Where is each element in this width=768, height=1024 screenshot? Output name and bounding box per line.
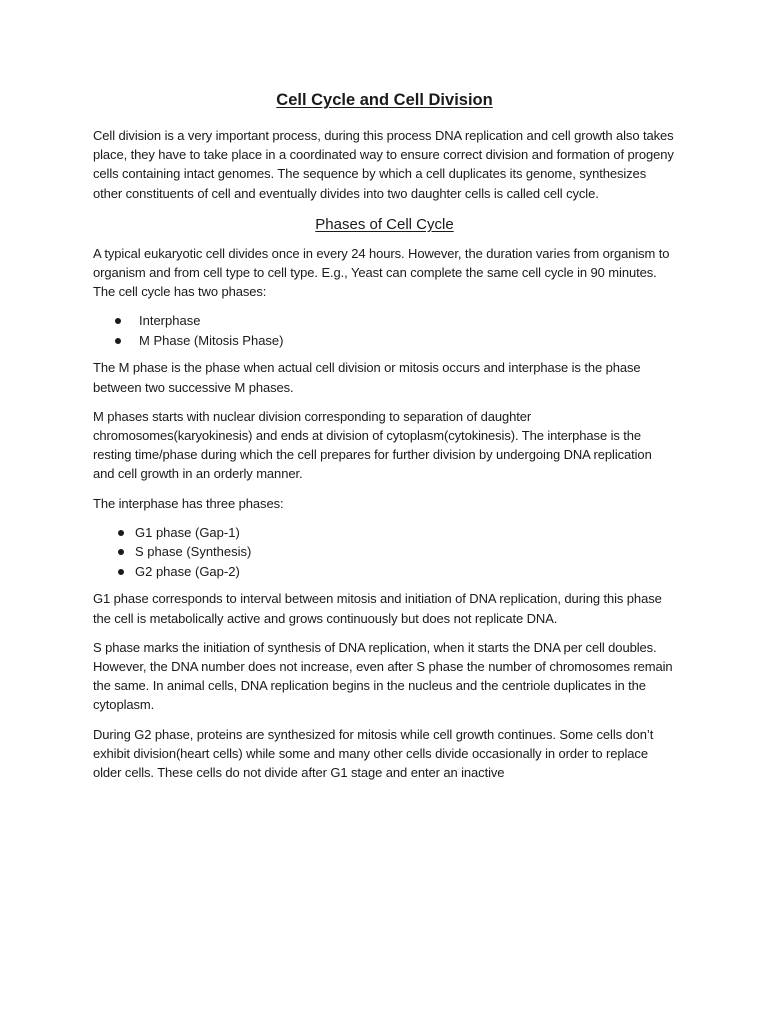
paragraph-g1-phase: G1 phase corresponds to interval between mitosis and initiation of DNA replication, during this phase the cell is metabolically active and grows continuously but does not replicate DNA. (93, 591, 662, 626)
list-item: G1 phase (Gap-1) (93, 523, 676, 543)
paragraph-m-phase: The M phase is the phase when actual cell division or mitosis occurs and interphase is the phase between two successive M phases. (93, 360, 641, 395)
paragraph-s-phase: S phase marks the initiation of synthesis of DNA replication, when it starts the DNA per cell doubles. However, the DNA number does not increase, even after S phase the number of chromosomes remain the same. In animal cells, DNA replication begins in the nucleus and the centriole duplicates in the cytoplasm. (93, 639, 673, 713)
intro-paragraph: Cell division is a very important process, during this process DNA replication and cell growth also takes place, they have to take place in a coordinated way to ensure correct division and formation of progeny cells containing intact genomes. The sequence by which a cell duplicates its genome, synthesizes other constituents of cell and eventually divides into two daughter cells is called cell cycle. (93, 128, 674, 201)
paragraph-cell-cycle-duration: A typical eukaryotic cell divides once in every 24 hours. However, the duration varies from organism to organism and from cell type to cell type. E.g., Yeast can complete the same cell cycle in 90 minutes. The cell cycle has two phases: (93, 245, 670, 300)
paragraph-interphase-intro: The interphase has three phases: (93, 495, 284, 511)
bullet-icon (118, 530, 124, 536)
paragraph-g2-phase: During G2 phase, proteins are synthesized for mitosis while cell growth continues. Some cells don’t exhibit division(heart cells) while some and many other cells divide occasionally in order to replace older cells. These cells do not divide after G1 stage and enter an inactive (93, 726, 654, 780)
bullet-icon (115, 338, 121, 344)
bullet-icon (118, 549, 124, 555)
list-item: Interphase (93, 311, 676, 331)
section-heading: Phases of Cell Cycle (315, 215, 454, 233)
interphase-phases-list (93, 523, 676, 582)
list-item: S phase (Synthesis) (93, 542, 676, 562)
bullet-icon (115, 318, 121, 324)
list-item: M Phase (Mitosis Phase) (93, 331, 676, 351)
list-item: G2 phase (Gap-2) (93, 562, 676, 582)
page-title: Cell Cycle and Cell Division (276, 91, 493, 109)
cell-cycle-phases-list (93, 311, 676, 350)
bullet-icon (118, 569, 124, 575)
paragraph-karyokinesis: M phases starts with nuclear division corresponding to separation of daughter chromosomes(karyokinesis) and ends at division of cytoplasm(cytokinesis). The interphase is the resting time/phase during which the cell prepares for further division by undergoing DNA replication and cell growth in an orderly manner. (93, 408, 652, 482)
